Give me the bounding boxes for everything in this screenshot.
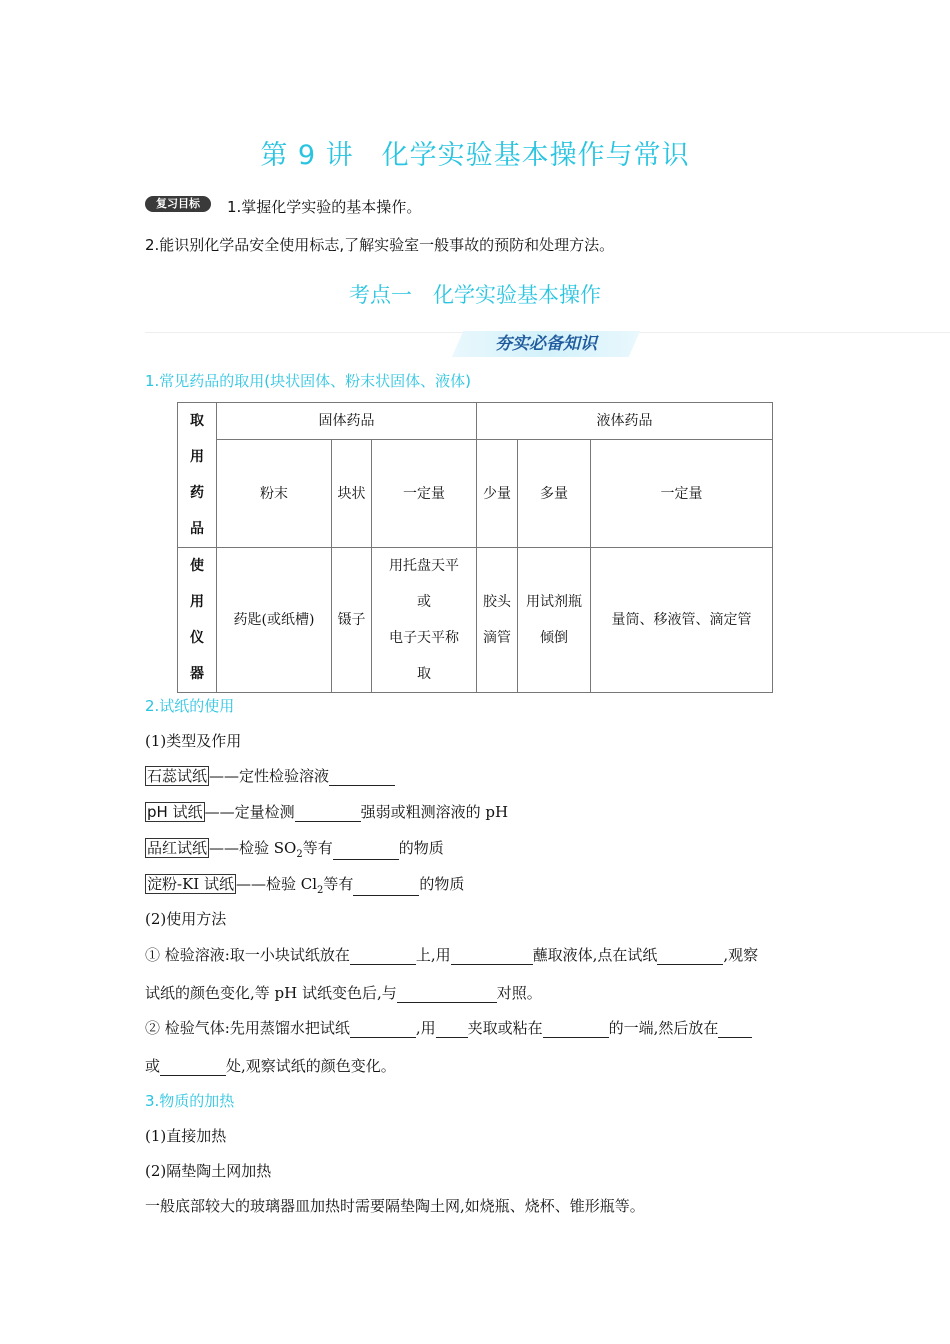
litmus-text: ——定性检验溶液 <box>209 767 330 785</box>
header-solid: 固体药品 <box>217 403 477 440</box>
cell-line: 用托盘天平 <box>389 558 459 574</box>
blank-litmus <box>329 769 395 786</box>
method-1-line-1 <box>145 944 758 965</box>
cell-block-instrument: 镊子 <box>332 548 372 693</box>
sub-usage: (2)使用方法 <box>145 910 227 928</box>
blank <box>350 1021 416 1038</box>
section-title: 考点一 化学实验基本操作 <box>349 283 601 307</box>
cell-line: 用试剂瓶 <box>526 594 582 610</box>
text: ,观察 <box>723 946 759 964</box>
col-powder: 粉末 <box>217 440 332 548</box>
col-liquid-amount: 一定量 <box>591 440 773 548</box>
line-starch-ki <box>145 873 464 896</box>
blank-pinhong <box>333 843 399 860</box>
label-char: 用 <box>190 449 204 465</box>
ki-text-b: 等有 <box>323 875 354 893</box>
blank-ki <box>353 879 419 896</box>
cell-powder-instrument: 药匙(或纸槽) <box>217 548 332 693</box>
label-char: 药 <box>190 485 204 501</box>
text: 夹取或粘在 <box>467 1019 543 1037</box>
banner-label: 夯实必备知识 <box>495 334 597 354</box>
col-solid-amount: 一定量 <box>372 440 477 548</box>
label-char: 取 <box>190 413 204 429</box>
label-char: 器 <box>190 666 204 682</box>
text: 或 <box>145 1057 161 1075</box>
ki-text-c: 的物质 <box>419 875 465 893</box>
blank <box>718 1021 752 1038</box>
line-pinhong <box>145 837 444 860</box>
col-block: 块状 <box>332 440 372 548</box>
goal-item-2: 2.能识别化学品安全使用标志,了解实验室一般事故的预防和处理方法。 <box>145 236 615 254</box>
line-ph <box>145 801 508 822</box>
ph-text-a: ——定量检测 <box>204 803 295 821</box>
pinhong-text-c: 的物质 <box>398 839 444 857</box>
label-char: 使 <box>190 558 204 574</box>
blank <box>436 1021 468 1038</box>
blank <box>350 948 416 965</box>
ph-text-b: 强弱或粗测溶液的 pH <box>360 803 509 821</box>
text: ① 检验溶液:取一小块试纸放在 <box>145 946 350 964</box>
heating-description: 一般底部较大的玻璃器皿加热时需要隔垫陶土网,如烧瓶、烧杯、锥形瓶等。 <box>145 1197 645 1215</box>
pinhong-sub: 2 <box>296 849 303 860</box>
drug-taking-table <box>177 402 773 693</box>
blank <box>451 948 533 965</box>
line-litmus <box>145 765 395 786</box>
blank <box>160 1059 226 1076</box>
cell-line: 取 <box>417 666 431 682</box>
text: 的一端,然后放在 <box>608 1019 719 1037</box>
blank-ph <box>295 805 361 822</box>
starch-ki-paper-box: 淀粉-KI 试纸 <box>147 875 234 893</box>
cell-line: 倾倒 <box>540 630 568 646</box>
sub-indirect-heating: (2)隔垫陶土网加热 <box>145 1162 272 1180</box>
blank <box>657 948 723 965</box>
text: 蘸取液体,点在试纸 <box>532 946 658 964</box>
row-label-taking <box>178 403 217 548</box>
pinhong-text-b: 等有 <box>302 839 333 857</box>
label-char: 品 <box>190 521 204 537</box>
method-2-line-2 <box>145 1055 396 1076</box>
label-char: 仪 <box>190 630 204 646</box>
cell-line: 胶头 <box>483 594 511 610</box>
header-liquid: 液体药品 <box>477 403 773 440</box>
cell-solid-amount-instrument <box>372 548 477 693</box>
cell-line: 电子天平称 <box>389 630 459 646</box>
goal-item-1: 1.掌握化学实验的基本操作。 <box>227 198 422 216</box>
ki-text-a: ——检验 Cl <box>235 875 318 893</box>
label-char: 用 <box>190 594 204 610</box>
heading-test-paper: 2.试纸的使用 <box>145 697 235 715</box>
text: 试纸的颜色变化,等 pH 试纸变色后,与 <box>145 984 397 1002</box>
sub-direct-heating: (1)直接加热 <box>145 1127 227 1145</box>
cell-large-instrument <box>518 548 591 693</box>
cell-line: 或 <box>417 594 431 610</box>
page-title: 第 9 讲 化学实验基本操作与常识 <box>260 140 690 171</box>
sub-types: (1)类型及作用 <box>145 732 242 750</box>
ki-sub: 2 <box>317 885 324 896</box>
cell-small-instrument <box>477 548 518 693</box>
col-small: 少量 <box>477 440 518 548</box>
text: ,用 <box>415 1019 436 1037</box>
litmus-paper-box: 石蕊试纸 <box>147 767 208 785</box>
text: 上,用 <box>415 946 451 964</box>
cell-line: 滴管 <box>483 630 511 646</box>
row-label-instrument <box>178 548 217 693</box>
pinhong-text-a: ——检验 SO <box>209 839 297 857</box>
cell-liquid-amount-instrument: 量筒、移液管、滴定管 <box>591 548 773 693</box>
blank <box>543 1021 609 1038</box>
pinhong-paper-box: 品红试纸 <box>147 839 208 857</box>
heading-heating: 3.物质的加热 <box>145 1092 235 1110</box>
review-goals-badge: 复习目标 <box>145 196 211 212</box>
text: ② 检验气体:先用蒸馏水把试纸 <box>145 1019 350 1037</box>
text: 处,观察试纸的颜色变化。 <box>226 1057 396 1075</box>
method-2-line-1 <box>145 1017 752 1038</box>
text: 对照。 <box>496 984 542 1002</box>
ph-paper-box: pH 试纸 <box>147 803 203 821</box>
heading-drug-taking: 1.常见药品的取用(块状固体、粉末状固体、液体) <box>145 372 472 390</box>
blank <box>397 986 497 1003</box>
col-large: 多量 <box>518 440 591 548</box>
method-1-line-2 <box>145 982 542 1003</box>
